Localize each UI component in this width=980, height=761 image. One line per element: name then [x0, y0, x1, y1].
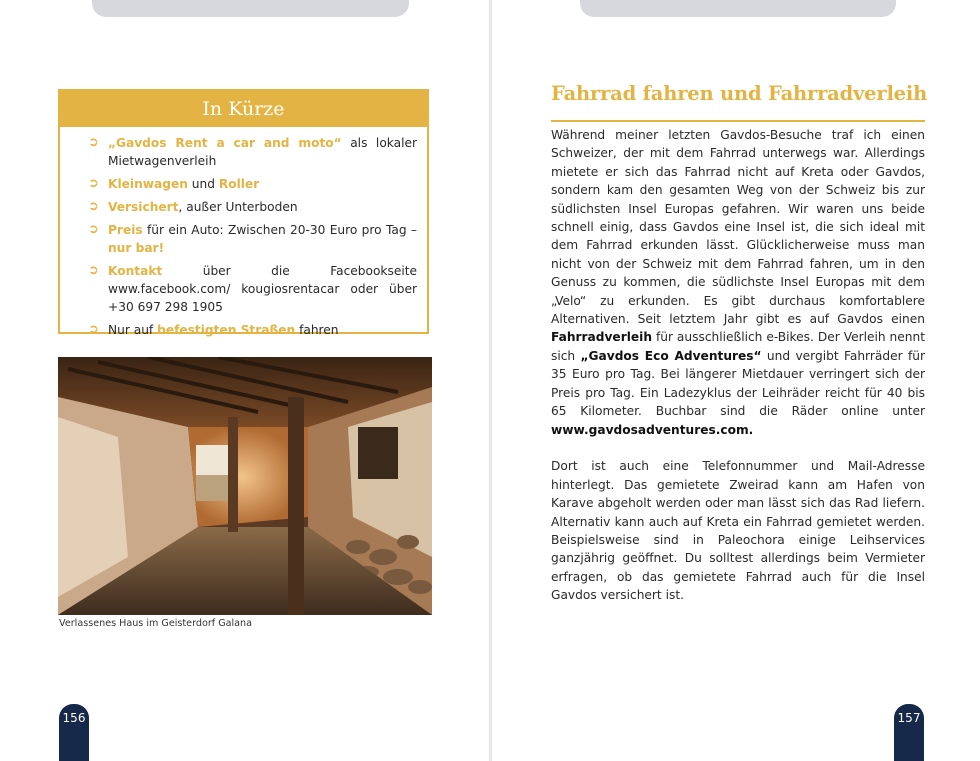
list-item: ➲ „Gavdos Rent a car and moto“ als lokaler Mietwagenverleih — [88, 135, 417, 168]
list-item: ➲ Preis für ein Auto: Zwischen 20-30 Euro pro Tag – nur bar! — [88, 222, 417, 255]
top-tab — [92, 0, 409, 17]
summary-box — [58, 89, 429, 337]
page-number: 156 — [59, 704, 89, 761]
body-text — [551, 126, 925, 623]
arrow-bullet-icon: ➲ — [88, 263, 99, 278]
list-item: ➲ Kontakt über die Facebookseite www.facebook.com/ kougiosrentacar oder über +30 697 298 1905 — [88, 263, 417, 314]
list-item: ➲ Kleinwagen und Roller — [88, 176, 260, 191]
top-tab — [580, 0, 896, 17]
arrow-bullet-icon: ➲ — [88, 322, 99, 337]
section-title: Fahrrad fahren und Fahrradverleih — [551, 82, 928, 105]
arrow-bullet-icon: ➲ — [88, 135, 99, 150]
summary-heading: In Kürze — [60, 91, 427, 127]
list-item: ➲ Versichert, außer Unterboden — [88, 199, 298, 214]
abandoned-house-photo — [58, 357, 432, 615]
title-divider — [551, 120, 925, 122]
page-number: 157 — [894, 704, 924, 761]
arrow-bullet-icon: ➲ — [88, 199, 99, 214]
arrow-bullet-icon: ➲ — [88, 222, 99, 237]
arrow-bullet-icon: ➲ — [88, 176, 99, 191]
list-item: ➲ Nur auf befestigten Straßen fahren — [88, 322, 339, 337]
summary-list — [60, 127, 427, 339]
photo-caption: Verlassenes Haus im Geisterdorf Galana — [59, 618, 253, 629]
paragraph: Während meiner letzten Gavdos-Besuche traf ich einen Schweizer, der mit dem Fahrrad unterwegs war. Allerdings mietete er sich das Fahrrad nicht auf Kreta oder Gavdos, sondern kam den gesamten Weg von der Schweiz bis zur südlichsten Insel Europas gefahren. Wir waren uns beide schnell einig, dass Gavdos eine Insel ist, die sich ideal mit dem Fahrrad erkunden lässt. Glücklicherweise muss man nicht von der Schweiz mit dem Fahrrad fahren, um in den Genuss zu kommen, die südlichste Insel Europas mit dem „Velo“ zu erkunden. Es gibt durchaus komfortablere Alternativen. Seit letztem Jahr gibt es auf Gavdos einen Fahrradverleih für ausschließlich e-Bikes. Der Verleih nennt sich „Gavdos Eco Adventures“ und vergibt Fahrräder für 35 Euro pro Tag. Bei längerer Mietdauer verringert sich der Preis pro Tag. Ein Ladezyklus der Leihräder reicht für 40 bis 65 Kilometer. Buchbar sind die Räder online unter www.gavdosadventures.com. — [551, 128, 925, 437]
paragraph: Dort ist auch eine Telefonnummer und Mail-Adresse hinterlegt. Das gemietete Zweirad kann am Hafen von Karave abgeholt werden oder man lässt sich das Rad liefern. Alternativ kann auch auf Kreta ein Fahrrad gemietet werden. Beispielsweise sind in Paleochora einige Leihservices ganzjährig geöffnet. Du solltest allerdings beim Vermieter erfragen, ob das gemietete Fahrrad auch für die Insel Gavdos versichert ist. — [551, 459, 925, 603]
book-spine — [489, 0, 492, 761]
